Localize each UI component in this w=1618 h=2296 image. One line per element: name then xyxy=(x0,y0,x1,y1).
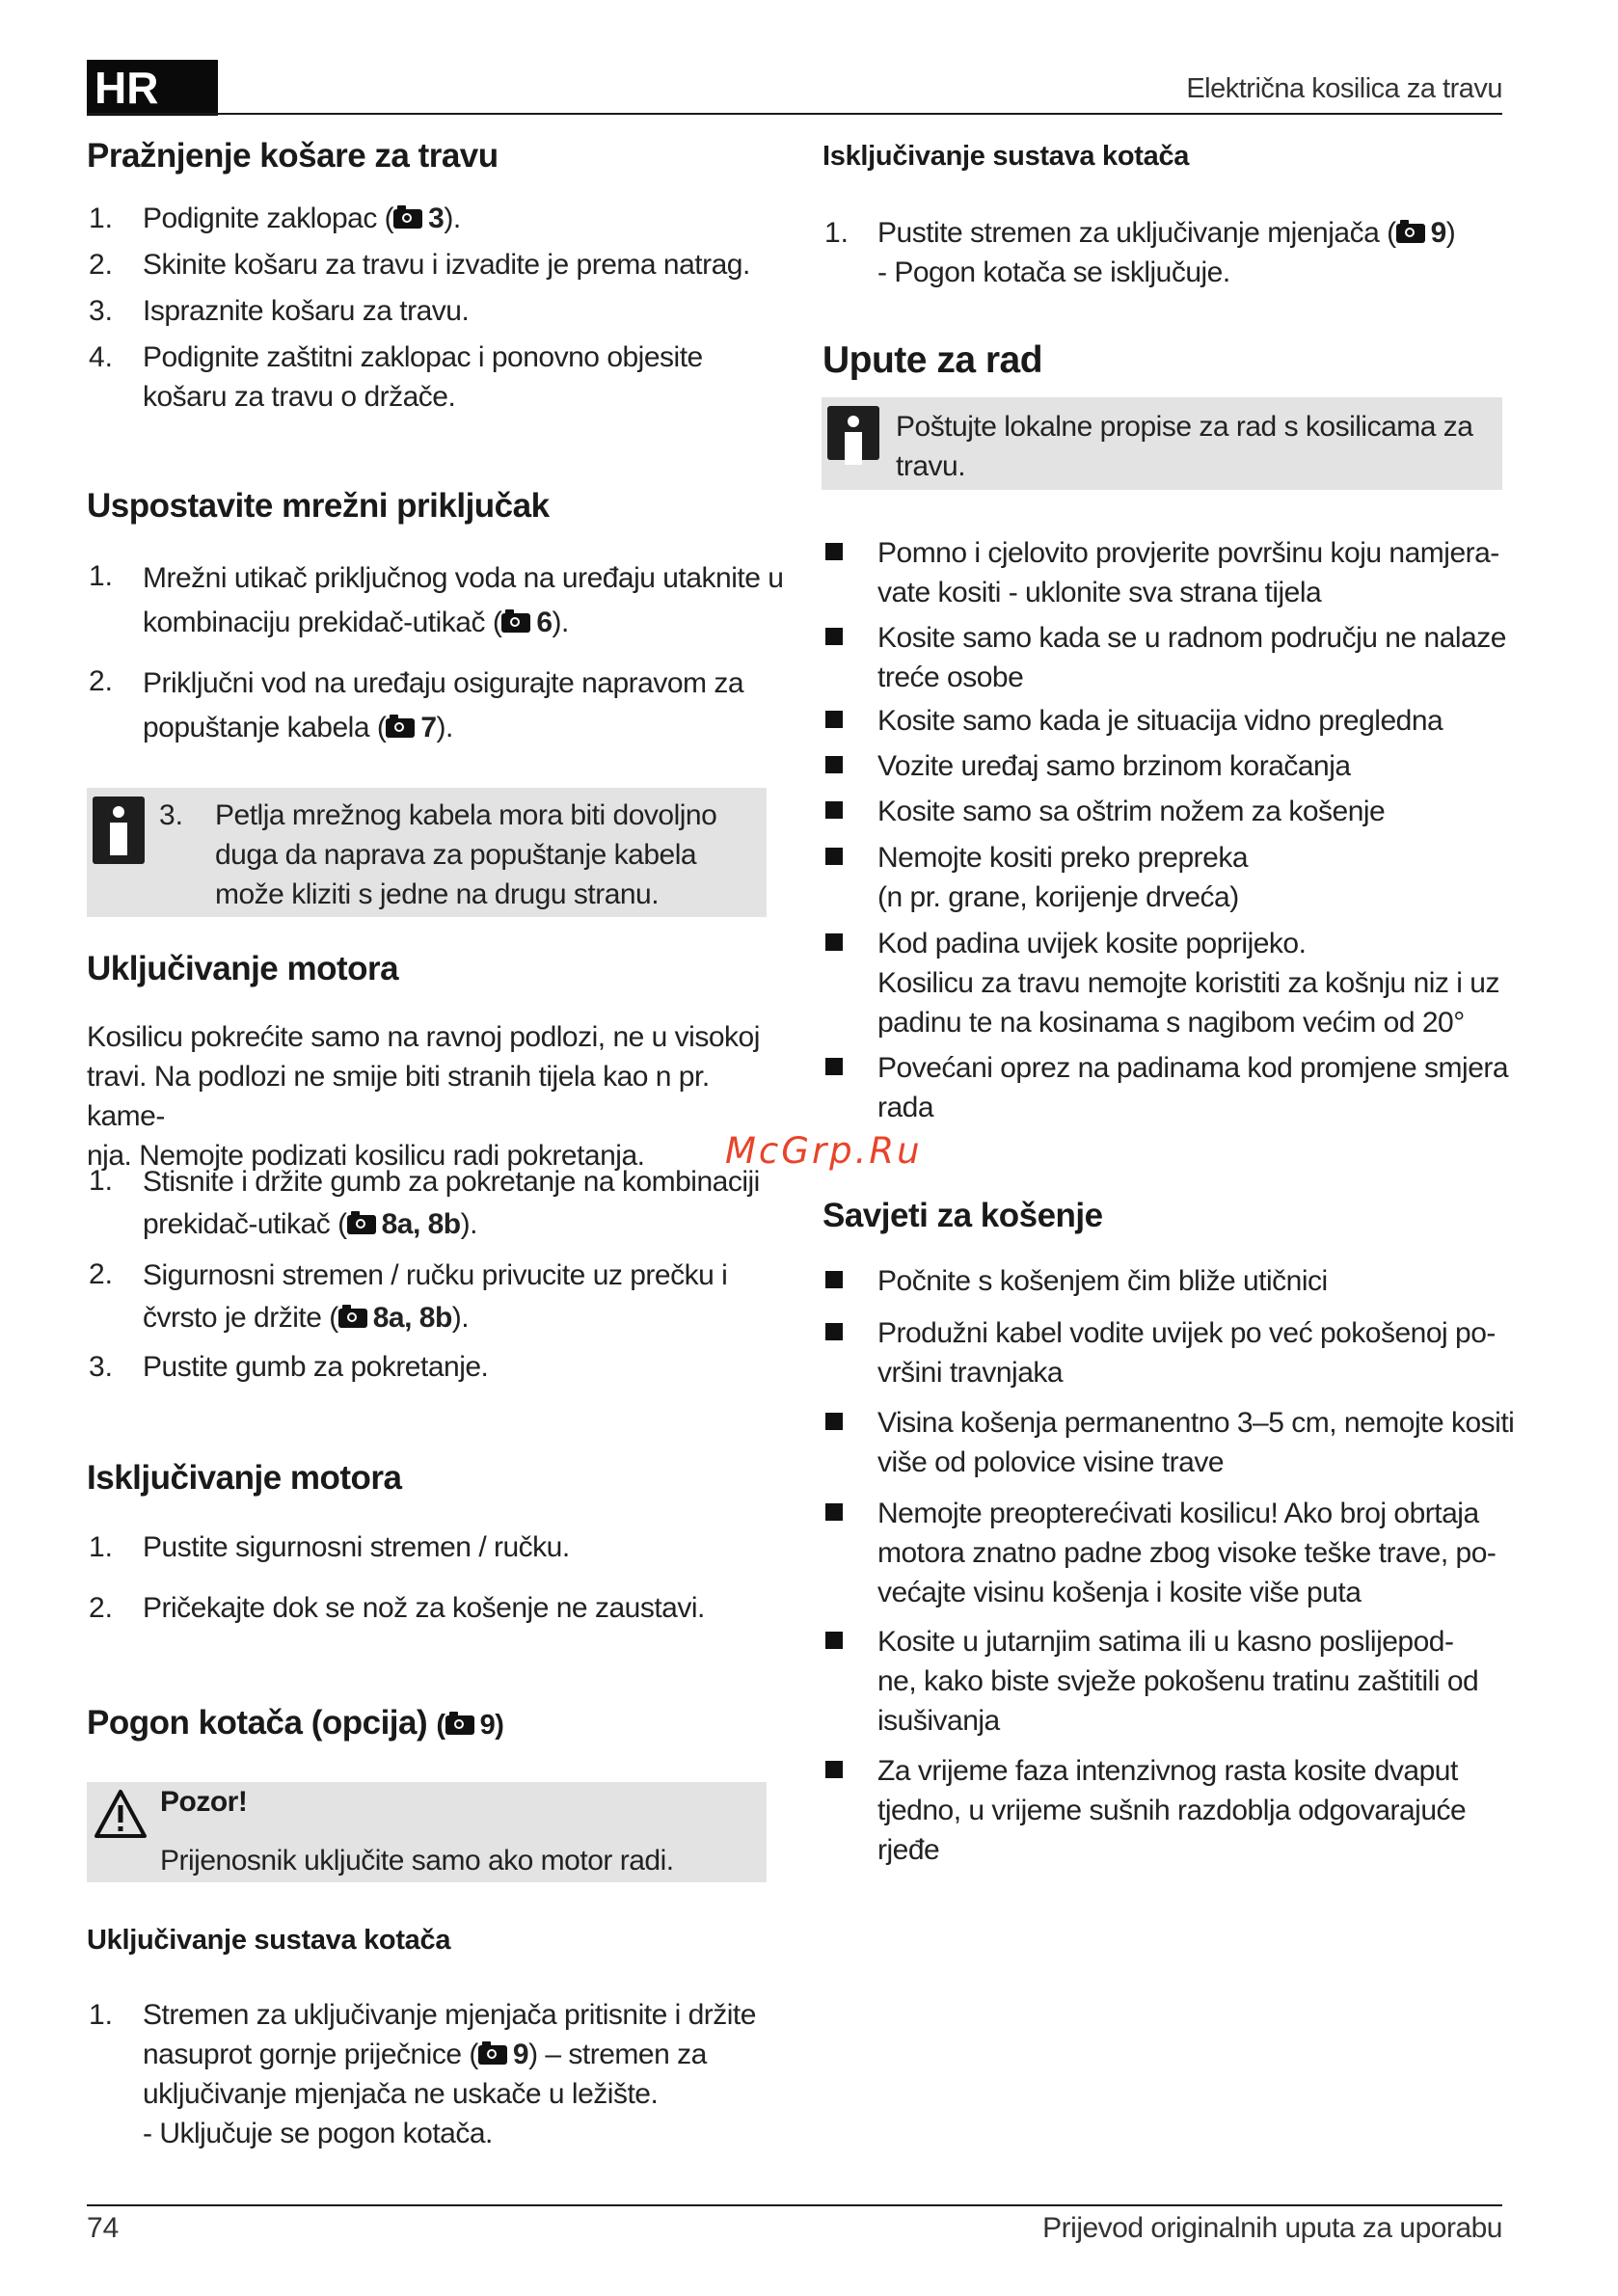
list-item: Ispraznite košaru za travu. xyxy=(143,295,470,327)
header-rule xyxy=(87,113,1502,115)
camera-icon xyxy=(445,1715,474,1735)
bullet xyxy=(825,1323,843,1340)
list-number: 2. xyxy=(89,249,114,281)
footer-title: Prijevod originalnih uputa za uporabu xyxy=(1042,2212,1502,2244)
footer-rule xyxy=(87,2204,1502,2206)
heading-disengage-wheel-drive: Isključivanje sustava kotača xyxy=(822,141,1190,172)
heading-wheel-drive: Pogon kotača (opcija) ( 9) xyxy=(87,1704,504,1742)
heading-mowing-tips: Savjeti za košenje xyxy=(822,1197,1103,1234)
list-number: 4. xyxy=(89,341,114,373)
list-item: Kosite u jutarnjim satima ili u kasno poslijepod- ne, kako biste svježe pokošenu tratinu zaštitili od isušivanja xyxy=(877,1626,1479,1737)
bullet xyxy=(825,1503,843,1521)
camera-icon xyxy=(478,2045,507,2065)
list-item: Kosite samo kada se u radnom području ne nalaze treće osobe xyxy=(877,622,1506,693)
warning-text: Prijenosnik uključite samo ako motor radi. xyxy=(160,1845,674,1877)
bullet xyxy=(825,711,843,728)
list-item: Produžni kabel vodite uvijek po već pokošenoj po- vršini travnjaka xyxy=(877,1317,1496,1389)
list-number: 1. xyxy=(89,1531,114,1563)
list-item: Pomno i cjelovito provjerite površinu koju namjera- vate kositi - uklonite sva strana tijela xyxy=(877,537,1499,608)
bullet xyxy=(825,543,843,560)
list-item: Pustite sigurnosni stremen / ručku. xyxy=(143,1531,570,1563)
list-number: 1. xyxy=(89,560,114,592)
bullet xyxy=(825,848,843,865)
list-item: Za vrijeme faza intenzivnog rasta kosite dvaput tjedno, u vrijeme sušnih razdoblja odgovarajuće rjeđe xyxy=(877,1755,1467,1866)
camera-icon xyxy=(393,209,422,229)
heading-operating-instructions: Upute za rad xyxy=(822,339,1043,381)
list-item: Podignite zaklopac ( 3). xyxy=(143,203,461,234)
camera-icon xyxy=(347,1215,376,1234)
list-item: Pustite stremen za uključivanje mjenjača ( 9) - Pogon kotača se isključuje. xyxy=(877,217,1456,288)
info-note-text: Poštujte lokalne propise za rad s kosilicama za travu. xyxy=(896,411,1473,482)
camera-icon xyxy=(501,613,530,633)
heading-power-connection: Uspostavite mrežni priključak xyxy=(87,487,550,525)
watermark: McGrp.Ru xyxy=(725,1130,923,1172)
list-item: Mrežni utikač priključnog voda na uređaju utaknite u kombinaciju prekidač-utikač ( 6). xyxy=(143,562,784,638)
list-item: Priključni vod na uređaju osigurajte napravom za popuštanje kabela ( 7). xyxy=(143,667,744,743)
heading-engage-wheel-drive: Uključivanje sustava kotača xyxy=(87,1925,451,1956)
list-number: 1. xyxy=(89,1999,114,2031)
heading-emptying-basket: Pražnjenje košare za travu xyxy=(87,137,499,175)
bullet xyxy=(825,756,843,773)
list-number: 2. xyxy=(89,665,114,697)
bullet xyxy=(825,1632,843,1649)
list-item: Nemojte preopterećivati kosilicu! Ako broj obrtaja motora znatno padne zbog visoke teške trave, po- većajte visinu košenja i kosite više puta xyxy=(877,1498,1497,1608)
list-item: Sigurnosni stremen / ručku privucite uz prečku i čvrsto je držite ( 8a, 8b). xyxy=(143,1259,728,1334)
page-number: 74 xyxy=(87,2212,120,2244)
camera-icon xyxy=(386,718,415,738)
list-item: Kosite samo sa oštrim nožem za košenje xyxy=(877,796,1386,827)
list-item: Stremen za uključivanje mjenjača pritisnite i držite nasuprot gornje prijеčnice ( 9) – stremen za uključivanje mjenjača ne uskače u ležište. - Uključuje se pogon kotača. xyxy=(143,1999,756,2149)
camera-icon xyxy=(1396,224,1425,243)
list-item: Pričekajte dok se nož za košenje ne zaustavi. xyxy=(143,1592,705,1624)
list-item: Kosite samo kada je situacija vidno pregledna xyxy=(877,705,1443,737)
list-number: 1. xyxy=(89,1165,114,1197)
bullet xyxy=(825,1271,843,1288)
list-number: 3. xyxy=(89,1351,114,1383)
warning-title: Pozor! xyxy=(160,1786,248,1818)
warning-triangle-icon xyxy=(94,1789,148,1839)
list-item: Pustite gumb za pokretanje. xyxy=(143,1351,489,1383)
info-icon xyxy=(827,406,879,460)
list-number: 1. xyxy=(89,203,114,234)
list-item: Nemojte kositi preko prepreka (n pr. grane, korijenje drveća) xyxy=(877,842,1249,913)
list-number: 2. xyxy=(89,1592,114,1624)
info-icon xyxy=(93,797,145,864)
bullet xyxy=(825,628,843,645)
header-title: Električna kosilica za travu xyxy=(1186,73,1502,104)
language-badge: HR xyxy=(87,60,218,116)
list-number: 3. xyxy=(159,799,184,831)
list-item: Počnite s košenjem čim bliže utičnici xyxy=(877,1265,1328,1297)
list-item: Skinite košaru za travu i izvadite je prema natrag. xyxy=(143,249,750,281)
bullet xyxy=(825,801,843,819)
list-number: 3. xyxy=(89,295,114,327)
heading-stop-motor: Isključivanje motora xyxy=(87,1459,402,1497)
heading-start-motor: Uključivanje motora xyxy=(87,950,399,987)
bullet xyxy=(825,1058,843,1075)
bullet xyxy=(825,1761,843,1778)
list-number: 1. xyxy=(824,217,849,249)
camera-icon xyxy=(338,1309,367,1328)
list-item: Stisnite i držite gumb za pokretanje na kombinaciji prekidač-utikač ( 8a, 8b). xyxy=(143,1166,760,1240)
bullet xyxy=(825,933,843,951)
list-item: Podignite zaštitni zaklopac i ponovno objesite košaru za travu o držače. xyxy=(143,341,703,413)
list-number: 2. xyxy=(89,1258,114,1290)
paragraph: Kosilicu pokrećite samo na ravnoj podlozi, ne u visokoj travi. Na podlozi ne smije biti stranih tijela kao n pr. kame- nja. Nemojte podizati kosilicu radi pokretanja. xyxy=(87,1021,760,1172)
bullet xyxy=(825,1413,843,1430)
list-item: Visina košenja permanentno 3–5 cm, nemojte kositi više od polovice visine trave xyxy=(877,1407,1515,1478)
info-note-text: Petlja mrežnog kabela mora biti dovoljno duga da naprava za popuštanje kabela može kliziti s jedne na drugu stranu. xyxy=(215,799,717,910)
list-item: Povećani oprez na padinama kod promjene smjera rada xyxy=(877,1052,1509,1123)
list-item: Vozite uređaj samo brzinom koračanja xyxy=(877,750,1351,782)
list-item: Kod padina uvijek kosite poprijeko. Kosilicu za travu nemojte koristiti za košnju niz i uz padinu te na kosinama s nagibom većim od 20° xyxy=(877,928,1499,1039)
